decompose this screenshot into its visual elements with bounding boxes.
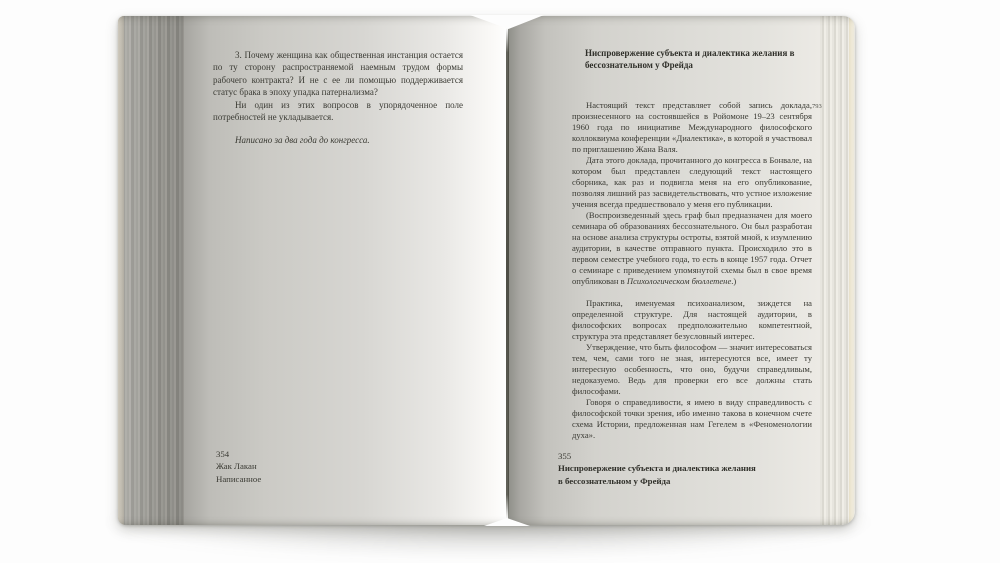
chapter-title-line2: в бессознательном у Фрейда xyxy=(585,48,795,71)
open-book xyxy=(118,16,855,525)
paragraph: Говоря о справедливости, я имею в виду справедливость с философской точки зрения, ибо именно такова в конечном счете схема Истории, предложенная нам Гегелем в «Феноменологии духа». xyxy=(572,397,812,440)
paragraph-italic-text: Психологическом бюллетене xyxy=(626,276,732,286)
margin-number: 793 xyxy=(812,103,822,110)
paragraph: Дата этого доклада, прочитанного до конгресса в Бонвале, на котором был представлен следующий текст настоящего сборника, как раз и подвигла меня на его опубликование, позволяя лишний раз засвидетельствовать, что устное изложение учения всегда предшествовало у меня его публикации. xyxy=(572,155,812,209)
paragraph: Настоящий текст представляет собой запись доклада, произнесенного на состоявшейся в Ройомоне 19–23 сентября 1960 года по инициативе Международного философского коллоквиума конференции «Диалектика», в которой я участвовал по приглашению Жана Валя. xyxy=(572,100,812,154)
paragraph: Практика, именуемая психоанализом, зиждется на определенной структуре. Для настоящей аудитории, в философских вопросах предположительно компетентной, структура эта представляет безусловный интерес. xyxy=(572,298,812,341)
paragraph: Утверждение, что быть философом — значит интересоваться тем, чем, сами того не зная, интересуются все, имеет ту интересную особенность, что оно, будучи справедливым, недоказуемо. Ведь для проверки его все должны стать философами. xyxy=(572,342,812,396)
paragraph-text: (Воспроизведенный здесь граф был предназначен для моего семинара об образованиях бессознательного. Он был разработан на основе анализа структуры остроты, взятой мной, к изумлению аудитории, в качестве отправного пункта. Происходило это в первом семестре учебного года, то есть в конце 1957 года. Отчет о семинаре с приведением упомянутой схемы был в свое время опубликован в xyxy=(572,210,812,286)
left-page-footer xyxy=(216,448,466,485)
right-page-text xyxy=(572,100,812,441)
book-title: Написанное xyxy=(216,473,262,484)
right-page-number: 355 xyxy=(558,451,572,461)
left-page-text xyxy=(213,49,463,147)
paragraph-text: .) xyxy=(731,276,737,286)
book-author: Жак Лакан xyxy=(216,461,257,472)
author-note: Написано за два года до конгресса. xyxy=(235,135,370,146)
paragraph: Ни один из этих вопросов в упорядоченное поле потребностей не укладывается. xyxy=(213,99,463,123)
right-page-footer xyxy=(558,450,848,487)
running-title xyxy=(558,462,848,487)
left-fore-edge xyxy=(118,16,184,525)
left-page-number: 354 xyxy=(216,449,230,459)
chapter-title-line1: Ниспровержение субъекта и диалектика желания xyxy=(585,48,788,58)
running-title xyxy=(216,460,466,485)
spine-gutter xyxy=(506,28,509,519)
paragraph: 3. Почему женщина как общественная инстанция остается по ту сторону распространяемой наемным трудом формы рабочего контракта? И не с ее ли помощью поддерживается статус брака в эпоху упадка патернализма? xyxy=(213,50,463,98)
chapter-title xyxy=(585,47,840,72)
running-title-line1: Ниспровержение субъекта и диалектика желания xyxy=(558,463,756,474)
paragraph xyxy=(572,210,812,287)
right-fore-edge xyxy=(820,16,855,525)
running-title-line2: в бессознательном у Фрейда xyxy=(558,475,671,486)
